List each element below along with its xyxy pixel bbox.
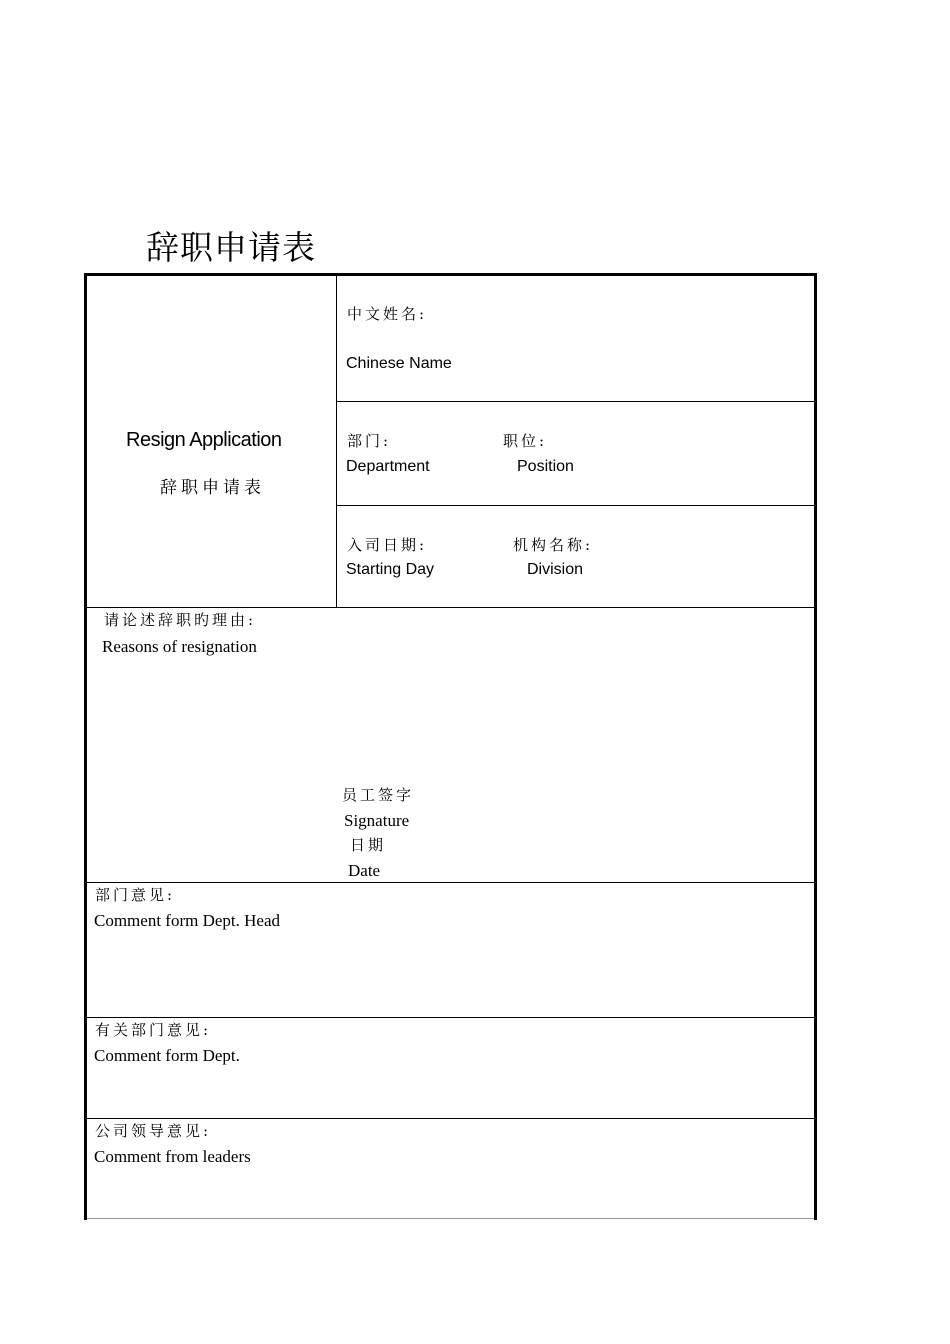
signature-label-cn: 员工签字 bbox=[342, 786, 415, 804]
signature-label-en: Signature bbox=[344, 811, 410, 830]
form-title-en: Resign Application bbox=[126, 429, 282, 451]
reasons-label-en: Reasons of resignation bbox=[102, 637, 257, 656]
page-title: 辞职申请表 bbox=[146, 228, 316, 267]
related-dept-comment-label-cn: 有关部门意见: bbox=[95, 1021, 212, 1039]
chinese-name-label-cn: 中文姓名: bbox=[347, 305, 428, 323]
related-dept-comment-label-en: Comment form Dept. bbox=[94, 1046, 240, 1065]
divider-name-row bbox=[337, 401, 814, 402]
starting-day-label-en: Starting Day bbox=[346, 561, 435, 578]
division-label-en: Division bbox=[527, 561, 584, 578]
divider-header-section bbox=[87, 607, 814, 608]
division-label-cn: 机构名称: bbox=[513, 536, 594, 554]
department-label-cn: 部门: bbox=[347, 432, 392, 450]
reasons-label-cn: 请论述辞职旳理由: bbox=[104, 611, 257, 629]
leaders-comment-label-cn: 公司领导意见: bbox=[95, 1122, 212, 1140]
department-label-en: Department bbox=[346, 458, 430, 475]
divider-related-dept-section bbox=[87, 1118, 814, 1119]
form-title-cn: 辞职申请表 bbox=[160, 478, 265, 498]
divider-reasons-section bbox=[87, 882, 814, 883]
date-label-cn: 日期 bbox=[350, 836, 387, 854]
position-label-cn: 职位: bbox=[503, 432, 548, 450]
date-label-en: Date bbox=[348, 861, 381, 880]
dept-head-comment-label-en: Comment form Dept. Head bbox=[94, 911, 281, 930]
header-column-divider bbox=[336, 276, 337, 608]
starting-day-label-cn: 入司日期: bbox=[347, 536, 428, 554]
position-label-en: Position bbox=[517, 458, 574, 475]
form-bottom-border bbox=[87, 1218, 814, 1219]
leaders-comment-label-en: Comment from leaders bbox=[94, 1147, 251, 1166]
divider-department-row bbox=[337, 505, 814, 506]
resign-application-form bbox=[84, 273, 817, 1220]
dept-head-comment-label-cn: 部门意见: bbox=[95, 886, 176, 904]
chinese-name-label-en: Chinese Name bbox=[346, 355, 452, 372]
divider-dept-head-section bbox=[87, 1017, 814, 1018]
